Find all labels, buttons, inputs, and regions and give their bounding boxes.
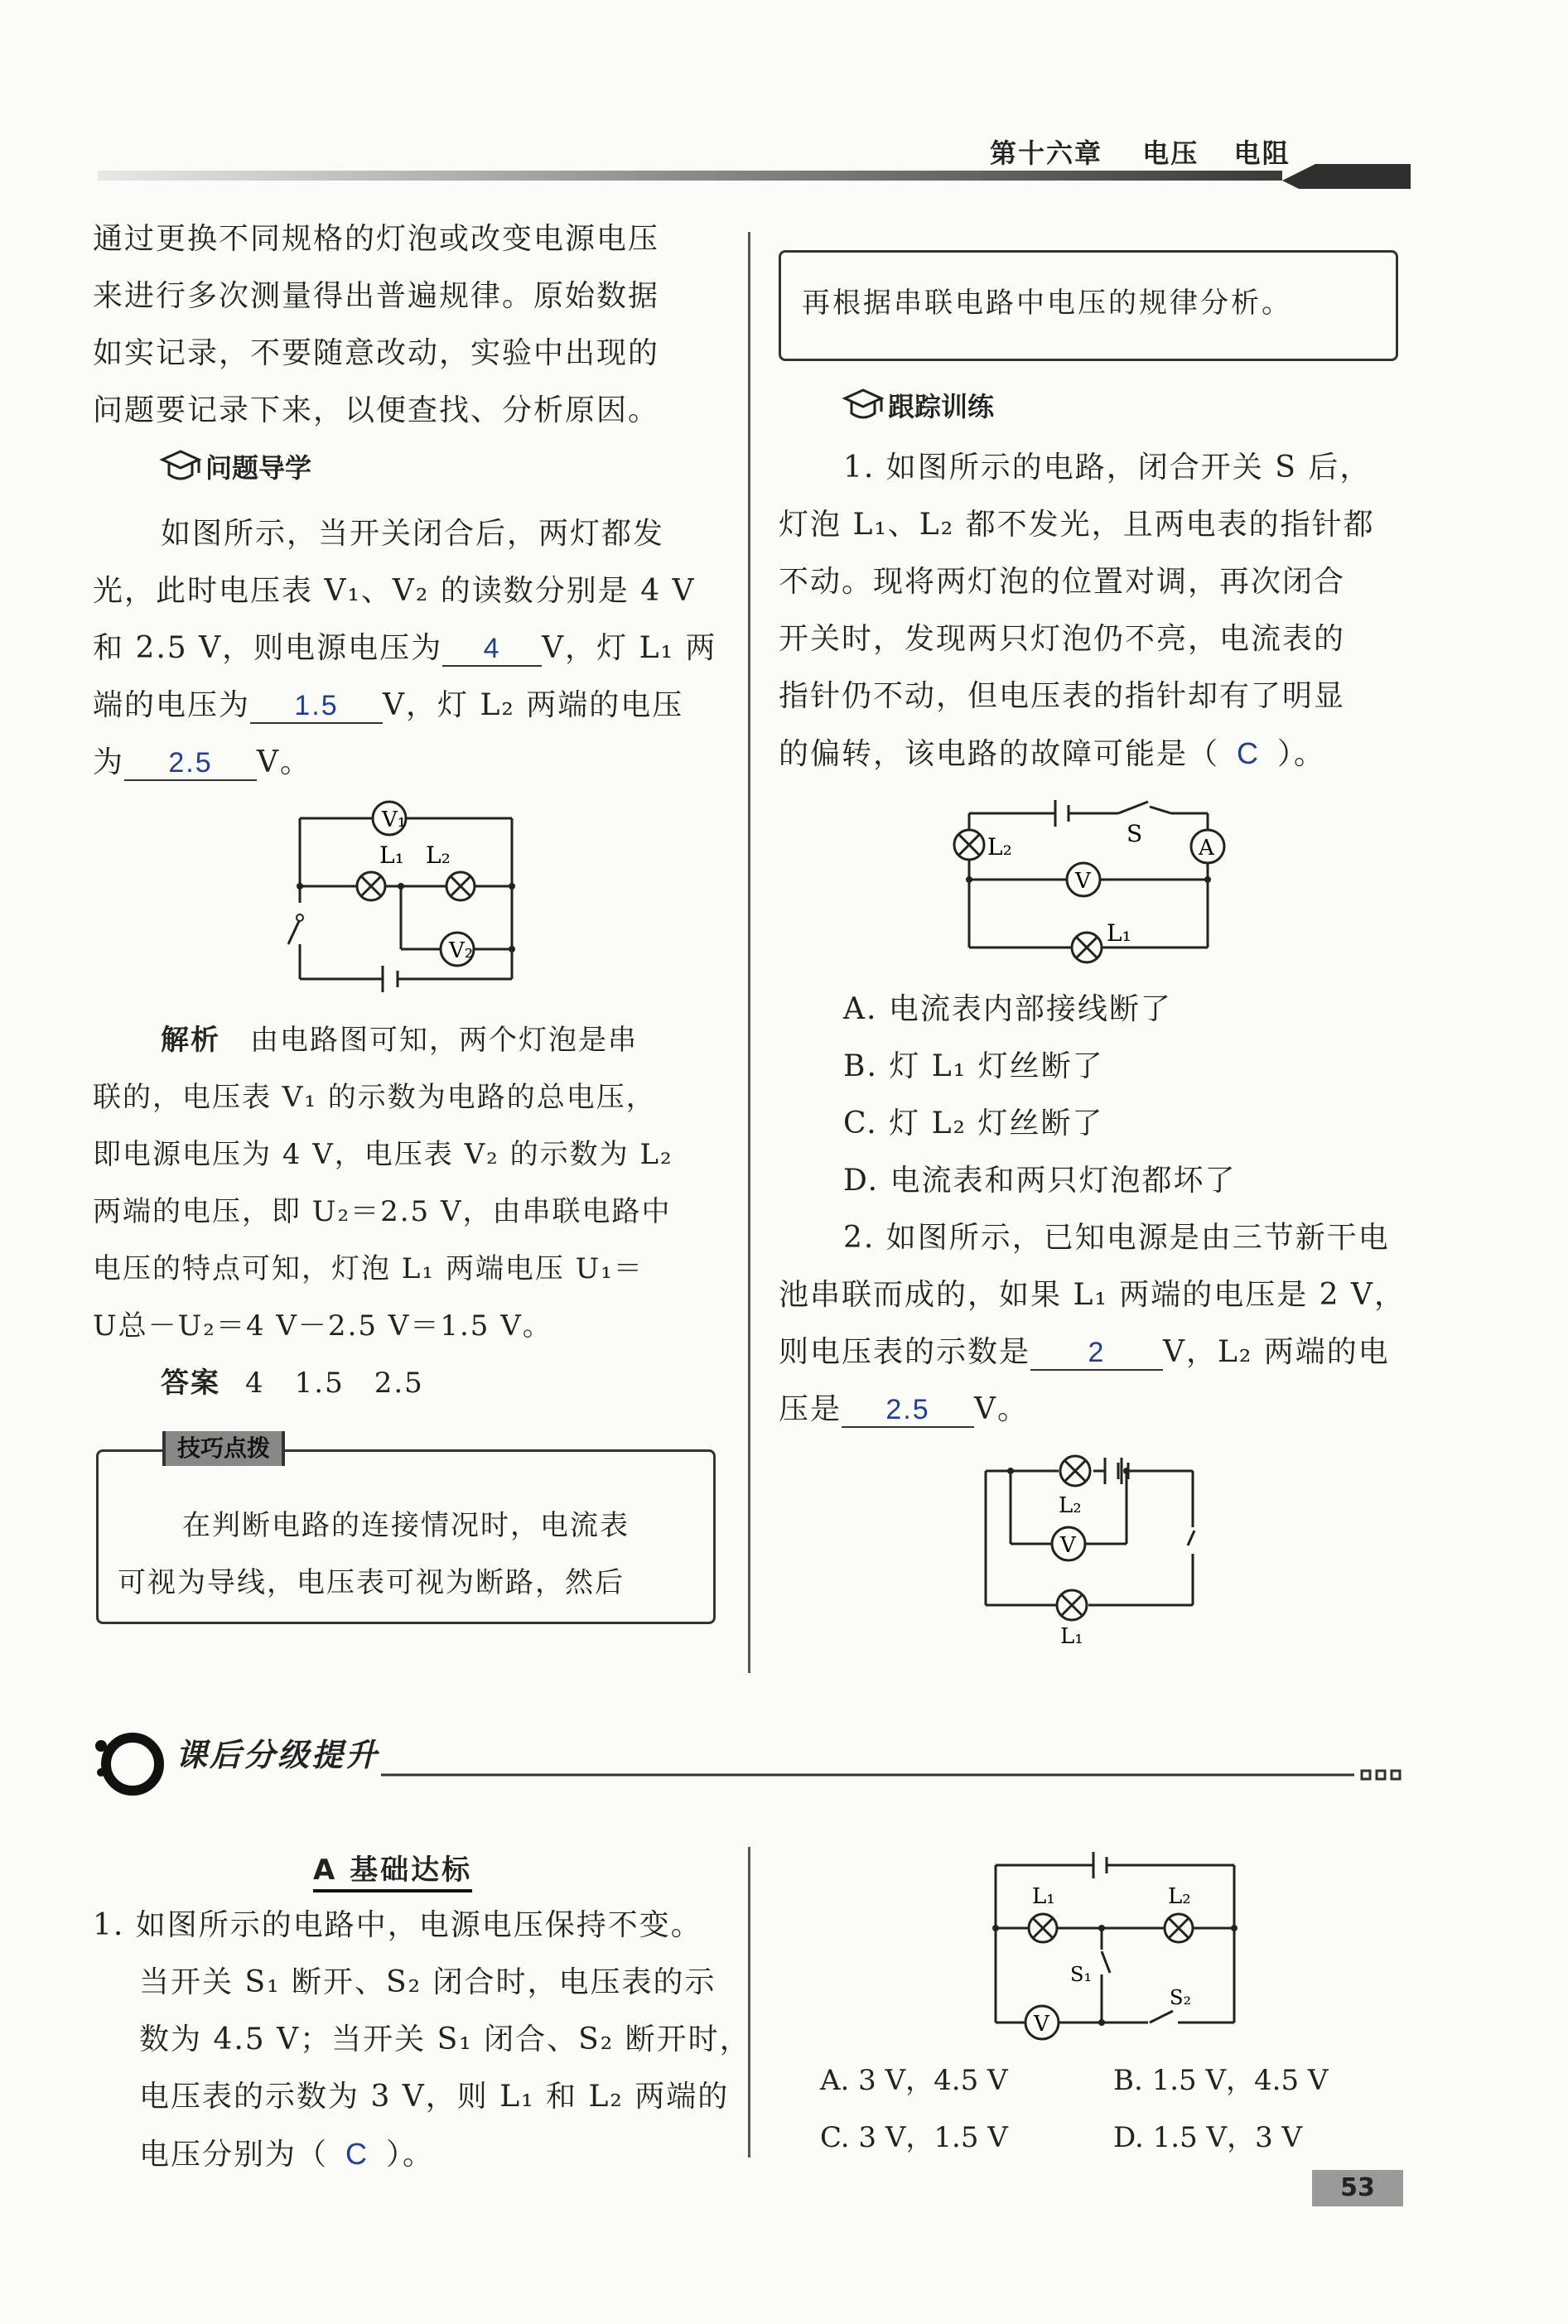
analysis-text: 由电路图可知，两个灯泡是串 bbox=[250, 1024, 638, 1057]
aq1-option-c[interactable]: C. 3 V，1.5 V bbox=[820, 2121, 1008, 2154]
diagram-label: L₁ bbox=[1032, 1884, 1055, 1909]
after-class-title: 课后分级提升 bbox=[176, 1737, 380, 1773]
analysis-line: 电压的特点可知，灯泡 L₁ 两端电压 U₁＝ bbox=[93, 1252, 644, 1285]
diagram-label: L₂ bbox=[1059, 1493, 1082, 1518]
diagram-label: L₂ bbox=[1168, 1884, 1191, 1909]
aq1-line: 1. 如图所示的电路中，电源电压保持不变。 bbox=[93, 1908, 702, 1942]
analysis-line: 即电源电压为 4 V，电压表 V₂ 的示数为 L₂ bbox=[93, 1138, 673, 1171]
intro-line: 问题要记录下来，以便查找、分析原因。 bbox=[93, 393, 660, 427]
answer-line bbox=[93, 1355, 673, 1412]
tracking-q2 bbox=[779, 1209, 1406, 1438]
q1-answer: C bbox=[1237, 736, 1261, 770]
aq1-option-a[interactable]: A. 3 V，4.5 V bbox=[820, 2064, 1008, 2097]
q2-answer-blank-2: 2.5 bbox=[842, 1393, 974, 1428]
lamp-l2-icon bbox=[954, 830, 984, 860]
page-number-badge bbox=[1312, 2170, 1403, 2206]
answer-blank-1: 4 bbox=[442, 632, 542, 667]
lamp-l2-icon bbox=[1060, 1456, 1090, 1486]
diagram-label: V bbox=[1075, 869, 1091, 894]
graduation-cap-icon bbox=[159, 448, 202, 485]
diagram-label: V bbox=[1034, 2012, 1049, 2037]
tip-line: 在判断电路的连接情况时，电流表 bbox=[182, 1509, 630, 1542]
analysis-line: U总－U₂＝4 V－2.5 V＝1.5 V。 bbox=[93, 1309, 552, 1343]
intro-paragraph bbox=[93, 210, 659, 439]
intro-line: 通过更换不同规格的灯泡或改变电源电压 bbox=[93, 222, 660, 256]
aq1-line: 电压表的示数为 3 V，则 L₁ 和 L₂ 两端的 bbox=[139, 2080, 730, 2114]
voltmeter-v2-icon bbox=[441, 933, 474, 966]
q1-option[interactable]: D. 电流表和两只灯泡都坏了 bbox=[843, 1164, 1237, 1198]
answer-values: 4 1.5 2.5 bbox=[245, 1367, 424, 1400]
problem-text: V。 bbox=[257, 745, 312, 779]
aq1-text: 电压分别为（ bbox=[139, 2138, 329, 2172]
diagram-label: S bbox=[1127, 820, 1143, 847]
voltmeter-icon bbox=[1067, 863, 1100, 896]
q1-option[interactable]: B. 灯 L₁ 灯丝断了 bbox=[843, 1049, 1104, 1083]
diagram-label: V bbox=[1060, 1533, 1076, 1558]
q2-text: 则电压表的示数是 bbox=[779, 1335, 1031, 1369]
diagram-label: L₂ bbox=[426, 841, 451, 869]
q2-text: V。 bbox=[974, 1392, 1030, 1426]
after-class-q1 bbox=[93, 1897, 751, 2183]
q1-line: 不动。现将两灯泡的位置对调，再次闭合 bbox=[779, 565, 1346, 599]
q1-option[interactable]: A. 电流表内部接线断了 bbox=[843, 992, 1172, 1026]
q1-line: 1. 如图所示的电路，闭合开关 S 后， bbox=[843, 451, 1372, 485]
diagram-label: S₂ bbox=[1170, 1986, 1192, 2009]
problem-guide-text bbox=[93, 505, 716, 791]
q2-line: 池串联而成的，如果 L₁ 两端的电压是 2 V， bbox=[779, 1278, 1406, 1312]
problem-guide-heading bbox=[159, 447, 311, 485]
diagram-label: V₂ bbox=[449, 938, 474, 963]
problem-text: 为 bbox=[93, 745, 125, 779]
q1-text: ）。 bbox=[1277, 737, 1326, 771]
problem-guide-title: 问题导学 bbox=[205, 452, 312, 484]
circuit-diagram-q2 bbox=[977, 1448, 1201, 1647]
lamp-l1-icon bbox=[1057, 1590, 1087, 1620]
level-a-heading bbox=[313, 1847, 472, 1892]
analysis-line bbox=[93, 1012, 673, 1069]
aq1-answer: C bbox=[345, 2137, 369, 2171]
lamp-l1-icon bbox=[1072, 933, 1102, 962]
voltmeter-icon bbox=[1025, 2006, 1059, 2039]
section-label-2: 电阻 bbox=[1233, 137, 1291, 169]
problem-line: 如图所示，当开关闭合后，两灯都发 bbox=[161, 517, 665, 551]
problem-text: V，灯 L₂ 两端的电压 bbox=[383, 688, 684, 722]
chapter-label: 第十六章 bbox=[990, 137, 1103, 169]
q1-text: 的偏转，该电路的故障可能是（ bbox=[779, 737, 1220, 771]
right-top-box-text: 再根据串联电路中电压的规律分析。 bbox=[802, 287, 1292, 320]
analysis-line: 两端的电压，即 U₂＝2.5 V，由串联电路中 bbox=[93, 1195, 672, 1228]
q1-line: 指针仍不动，但电压表的指针却有了明显 bbox=[779, 679, 1346, 713]
problem-text: 和 2.5 V，则电源电压为 bbox=[93, 631, 443, 665]
q2-answer-blank-1: 2 bbox=[1030, 1336, 1163, 1371]
analysis-label: 解析 bbox=[161, 1024, 220, 1057]
aq1-text: ）。 bbox=[386, 2138, 435, 2172]
aq1-option-d[interactable]: D. 1.5 V，3 V bbox=[1113, 2121, 1303, 2154]
circuit-diagram-guide bbox=[282, 795, 530, 994]
section-label-1: 电压 bbox=[1142, 137, 1199, 169]
q1-line bbox=[779, 725, 1375, 783]
problem-line bbox=[93, 677, 716, 734]
analysis-block bbox=[93, 1012, 673, 1412]
circuit-diagram-after-q1 bbox=[986, 1842, 1251, 2041]
diagram-label: L₁ bbox=[1060, 1624, 1083, 1647]
tip-label: 技巧点拨 bbox=[177, 1434, 271, 1462]
problem-line: 光，此时电压表 V₁、V₂ 的读数分别是 4 V bbox=[93, 574, 696, 608]
tip-line: 可视为导线，电压表可视为断路，然后 bbox=[118, 1566, 625, 1599]
aq1-options bbox=[820, 2052, 1400, 2167]
circuit-diagram-q1 bbox=[944, 793, 1242, 967]
diagram-label: L₁ bbox=[379, 841, 404, 869]
aq1-line bbox=[93, 2125, 751, 2183]
q2-text: 压是 bbox=[779, 1392, 842, 1426]
aq1-line: 数为 4.5 V；当开关 S₁ 闭合、S₂ 断开时， bbox=[139, 2023, 751, 2056]
problem-text: V，灯 L₁ 两 bbox=[542, 631, 717, 665]
diagram-label: V₁ bbox=[382, 808, 407, 832]
q1-line: 开关时，发现两只灯泡仍不亮，电流表的 bbox=[779, 622, 1346, 656]
intro-line: 如实记录，不要随意改动，实验中出现的 bbox=[93, 336, 660, 370]
diagram-label: L₁ bbox=[1107, 919, 1131, 947]
tip-text bbox=[118, 1497, 630, 1612]
tip-label-tab bbox=[162, 1431, 285, 1466]
answer-label: 答案 bbox=[161, 1367, 220, 1400]
chapter-heading bbox=[990, 133, 1291, 171]
column-divider-top bbox=[748, 232, 750, 1673]
answer-blank-3: 2.5 bbox=[124, 746, 257, 781]
problem-text: 端的电压为 bbox=[93, 688, 251, 722]
q2-text: V，L₂ 两端的电 bbox=[1163, 1335, 1390, 1369]
voltmeter-icon bbox=[1052, 1527, 1085, 1560]
diagram-label: A bbox=[1199, 836, 1214, 861]
q1-option[interactable]: C. 灯 L₂ 灯丝断了 bbox=[843, 1107, 1104, 1140]
problem-line bbox=[93, 620, 716, 677]
aq1-line: 当开关 S₁ 断开、S₂ 闭合时，电压表的示 bbox=[139, 1965, 716, 1999]
tracking-heading bbox=[842, 386, 994, 424]
q1-options bbox=[843, 981, 1236, 1209]
answer-blank-2: 1.5 bbox=[250, 689, 383, 724]
analysis-line: 联的，电压表 V₁ 的示数为电路的总电压， bbox=[93, 1081, 656, 1114]
diagram-label: S₁ bbox=[1070, 1963, 1093, 1986]
page-number: 53 bbox=[1340, 2173, 1375, 2202]
graduation-cap-icon bbox=[842, 387, 885, 423]
tracking-q1 bbox=[779, 439, 1375, 783]
problem-line bbox=[93, 734, 716, 791]
lamp-l2-icon bbox=[446, 872, 475, 900]
aq1-option-b[interactable]: B. 1.5 V，4.5 V bbox=[1113, 2064, 1329, 2097]
lamp-l2-icon bbox=[1165, 1914, 1193, 1942]
tracking-title: 跟踪训练 bbox=[888, 391, 995, 422]
q1-line: 灯泡 L₁、L₂ 都不发光，且两电表的指针都 bbox=[779, 508, 1375, 542]
circle-badge-icon bbox=[95, 1738, 159, 1791]
q2-line bbox=[779, 1381, 1406, 1438]
lamp-l1-icon bbox=[1029, 1914, 1057, 1942]
lamp-l1-icon bbox=[357, 872, 385, 900]
ammeter-icon bbox=[1191, 830, 1224, 863]
q2-line: 2. 如图所示，已知电源是由三节新干电 bbox=[843, 1221, 1390, 1255]
voltmeter-v1-icon bbox=[373, 802, 406, 835]
intro-line: 来进行多次测量得出普遍规律。原始数据 bbox=[93, 279, 660, 313]
diagram-label: L₂ bbox=[987, 833, 1012, 861]
level-a-title: A 基础达标 bbox=[313, 1854, 473, 1887]
q2-line bbox=[779, 1324, 1406, 1381]
